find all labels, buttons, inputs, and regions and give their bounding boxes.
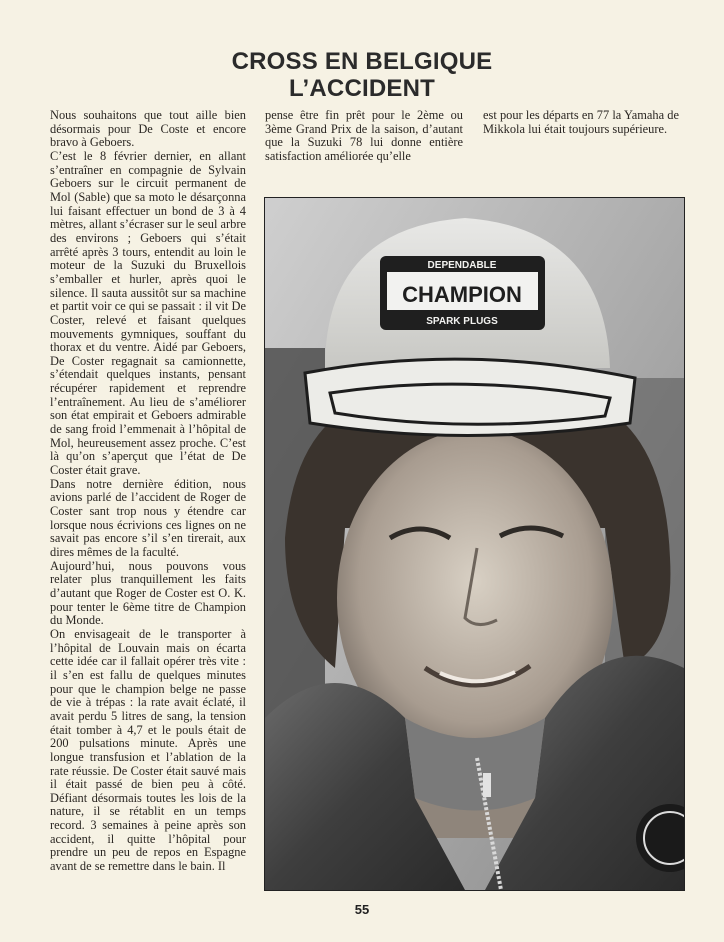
title-line-2: L’ACCIDENT bbox=[289, 75, 435, 102]
paragraph: C’est le 8 février dernier, en allant s’entraîner en compagnie de Sylvain Geboers sur le circuit permanent de Mol (Sable) que sa moto le désarçonna lui faisant effectuer un bond de 3 à 4 mètres, allant s’écraser sur le seul arbre des environs ; Geboers qui s’était arrêté après 3 tours, entendit au loin le moteur de la Suzuki du Bruxellois s’emballer et hurler, après quoi le silence. Il sauta aussitôt sur sa machine et partit voir ce qui se passait : il vit De Coster, relevé et faisant quelques mouvements gymniques, souffant du thorax et du ventre. Aidé par Geboers, De Coster regagnait sa camionnette, s’étendait quelques instants, pensant récupérer rapidement et reprendre l’entraînement. Au lieu de s’améliorer son état empirait et Geboers admirable de sang froid l’emmenait à l’hôpital de Mol, heureusement assez proche. C’est là qu’on s’aperçut que l’état de De Coster était grave. bbox=[50, 148, 246, 478]
title-line-1: CROSS EN BELGIQUE bbox=[231, 48, 493, 75]
text-column-1 bbox=[50, 109, 246, 874]
text-column-2 bbox=[265, 109, 463, 164]
paragraph: On envisageait de le transporter à l’hôpital de Louvain mais on écarta cette idée car il fallait opérer très vite : il s’en est fallu de quelques minutes pour que le champion belge ne passe de vie à trépas : la rate avait éclaté, il avait perdu 5 litres de sang, la tension était tomber à 4,7 et le pouls était de 200 pulsations minute. Après une longue transfusion et l’ablation de la rate réussie. De Coster était sauvé mais il était passé de bien peu à côté. Défiant désormais toutes les lois de la nature, il se rétablit en un temps record. 3 semaines à peine après son accident, il quitte l’hôpital pour prendre un peu de repos en Espagne avant de se remettre dans le bain. Il bbox=[50, 626, 246, 874]
article-title bbox=[0, 48, 724, 102]
cap-badge-bottom-text: SPARK PLUGS bbox=[426, 316, 498, 327]
paragraph: Dans notre dernière édition, nous avions parlé de l’accident de Roger de Coster sant trop nous y étendre car lorsque nous écrivions ces lignes on ne savait pas encore s’il s’en tirerait, aux dires mêmes de la faculté. bbox=[50, 476, 246, 559]
paragraph: pense être fin prêt pour le 2ème ou 3ème Grand Prix de la saison, d’autant que la Suzuki 78 lui donne entière satisfaction améliorée qu’elle bbox=[265, 108, 463, 163]
cap-badge-top-text: DEPENDABLE bbox=[427, 260, 497, 271]
paragraph: est pour les départs en 77 la Yamaha de Mikkola lui était toujours supérieure. bbox=[483, 108, 679, 136]
portrait-photo bbox=[264, 197, 685, 891]
page-number: 55 bbox=[354, 902, 370, 917]
cap-badge-main-text: CHAMPION bbox=[402, 282, 522, 307]
paragraph: Nous souhaitons que tout aille bien désormais pour De Coste et encore bravo à Geboers. bbox=[50, 108, 246, 150]
text-column-3 bbox=[483, 109, 679, 136]
paragraph: Aujourd’hui, nous pouvons vous relater plus tranquillement les faits d’autant que Roger de Coster est O. K. pour tenter le 6ème titre de Champion du Monde. bbox=[50, 558, 246, 628]
portrait-illustration bbox=[265, 198, 684, 890]
